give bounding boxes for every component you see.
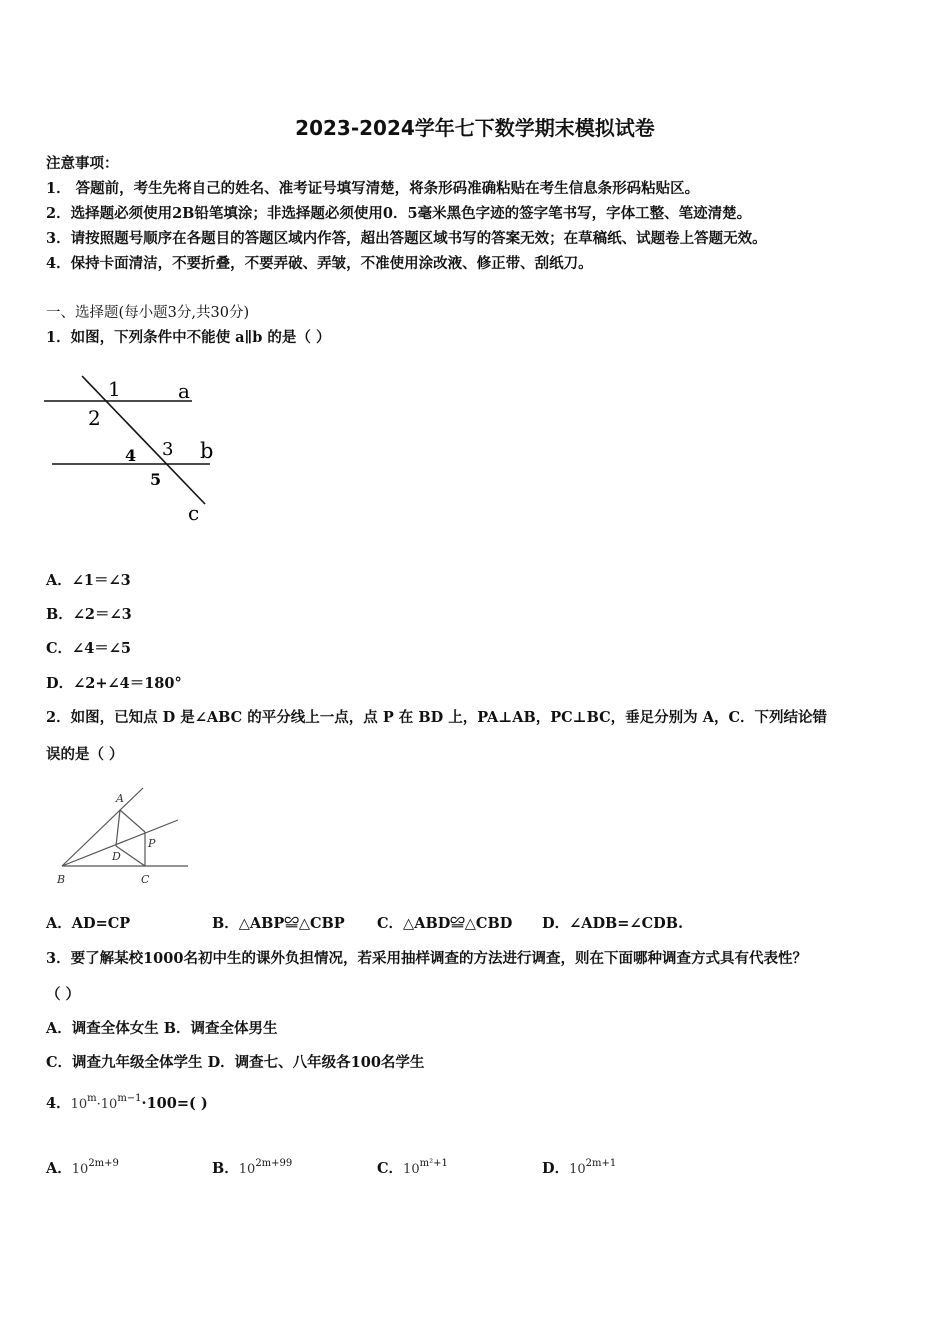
notice-item: 3．请按照题号顺序在各题目的答题区域内作答，超出答题区域书写的答案无效；在草稿纸、试题卷上答题无效。 <box>46 230 767 247</box>
q1-label: 3 <box>162 439 174 460</box>
q1-label: b <box>200 439 214 463</box>
q3-stem: 3．要了解某校1000名初中生的课外负担情况，若采用抽样调查的方法进行调查，则在下面哪种调查方式具有代表性？ <box>46 950 807 967</box>
q2-figure <box>48 780 193 890</box>
q4-base: 10 <box>70 1097 88 1112</box>
q1-label: a <box>178 379 190 403</box>
q4-option-base: 10 <box>403 1162 420 1177</box>
q1-option-c: C．∠4＝∠5 <box>46 640 132 657</box>
q1-option-d: D．∠2+∠4＝180° <box>46 675 182 692</box>
q1-option-a: A．∠1＝∠3 <box>46 572 131 589</box>
q3-options-row2: C．调查九年级全体学生 D．调查七、八年级各100名学生 <box>46 1054 425 1071</box>
q4-option-label: B． <box>212 1160 239 1177</box>
q4-option-base: 10 <box>71 1162 89 1177</box>
q1-label: 4 <box>125 446 137 465</box>
q4-option-d <box>542 1157 616 1178</box>
q4-option-base: 10 <box>569 1162 586 1177</box>
q4-option-exponent: 2m+99 <box>255 1158 293 1169</box>
q3-stem-cont: （ ） <box>46 986 81 1003</box>
q4-number: 4． <box>46 1095 71 1112</box>
q4-option-exponent: 2m+1 <box>585 1158 617 1169</box>
q2-option-c: C．△ABD≌△CBD <box>377 915 513 932</box>
q4-option-c <box>377 1157 448 1178</box>
q1-figure <box>40 368 230 528</box>
page-title: 2023-2024学年七下数学期末模拟试卷 <box>295 116 655 140</box>
q2-label: C <box>141 873 150 886</box>
q2-stem: 2．如图，已知点 D 是∠ABC 的平分线上一点，点 P 在 BD 上，PA⊥AB，PC⊥BC，垂足分别为 A，C．下列结论错 <box>46 709 827 726</box>
q2-label: P <box>148 837 156 850</box>
section-heading: 一、选择题(每小题3分,共30分) <box>46 305 250 321</box>
q4-exponent: m−1 <box>117 1093 142 1104</box>
q2-option-a: A．AD=CP <box>46 915 131 932</box>
notice-item: 4．保持卡面清洁，不要折叠，不要弄破、弄皱，不准使用涂改液、修正带、刮纸刀。 <box>46 255 593 272</box>
q1-label: 2 <box>88 406 101 430</box>
q1-label: c <box>188 501 200 525</box>
q2-label: B <box>57 873 66 886</box>
q2-option-b: B．△ABP≌△CBP <box>212 915 345 932</box>
notice-heading: 注意事项： <box>46 155 119 172</box>
q2-option-d: D．∠ADB=∠CDB. <box>542 915 684 932</box>
q2-stem-cont: 误的是（ ） <box>46 746 124 763</box>
q4-option-base: 10 <box>238 1162 256 1177</box>
q2-label: A <box>116 792 124 805</box>
q4-exponent: m <box>87 1093 97 1104</box>
q4-option-b <box>212 1157 292 1178</box>
q4-stem: 4．$10^m\cdot 10^{m-1}\cdot 100=$( ) <box>46 1093 208 1112</box>
notice-item: 2．选择题必须使用2B铅笔填涂；非选择题必须使用0．5毫米黑色字迹的签字笔书写，字体工整、笔迹清楚。 <box>46 205 752 222</box>
q4-option-label: C． <box>377 1160 404 1177</box>
q4-base: 10 <box>100 1097 118 1112</box>
q4-option-label: D． <box>542 1160 570 1177</box>
notice-item: 1． 答题前，考生先将自己的姓名、准考证号填写清楚，将条形码准确粘贴在考生信息条形码粘贴区。 <box>46 180 700 197</box>
q4-option-label: A． <box>46 1160 72 1177</box>
q2-label: D <box>112 850 121 863</box>
q3-options-row1: A．调查全体女生 B．调查全体男生 <box>46 1020 278 1037</box>
q4-option-exponent: 2m+9 <box>88 1158 119 1169</box>
q4-option-exponent: m²+1 <box>419 1158 448 1169</box>
q4-expression-tail: ·100=( ) <box>141 1095 208 1112</box>
q1-option-b: B．∠2＝∠3 <box>46 606 132 623</box>
q4-option-a <box>46 1157 119 1178</box>
q1-label: 5 <box>150 470 162 489</box>
q1-label: 1 <box>108 377 121 401</box>
q1-stem: 1．如图，下列条件中不能使 a∥b 的是（ ） <box>46 329 331 346</box>
